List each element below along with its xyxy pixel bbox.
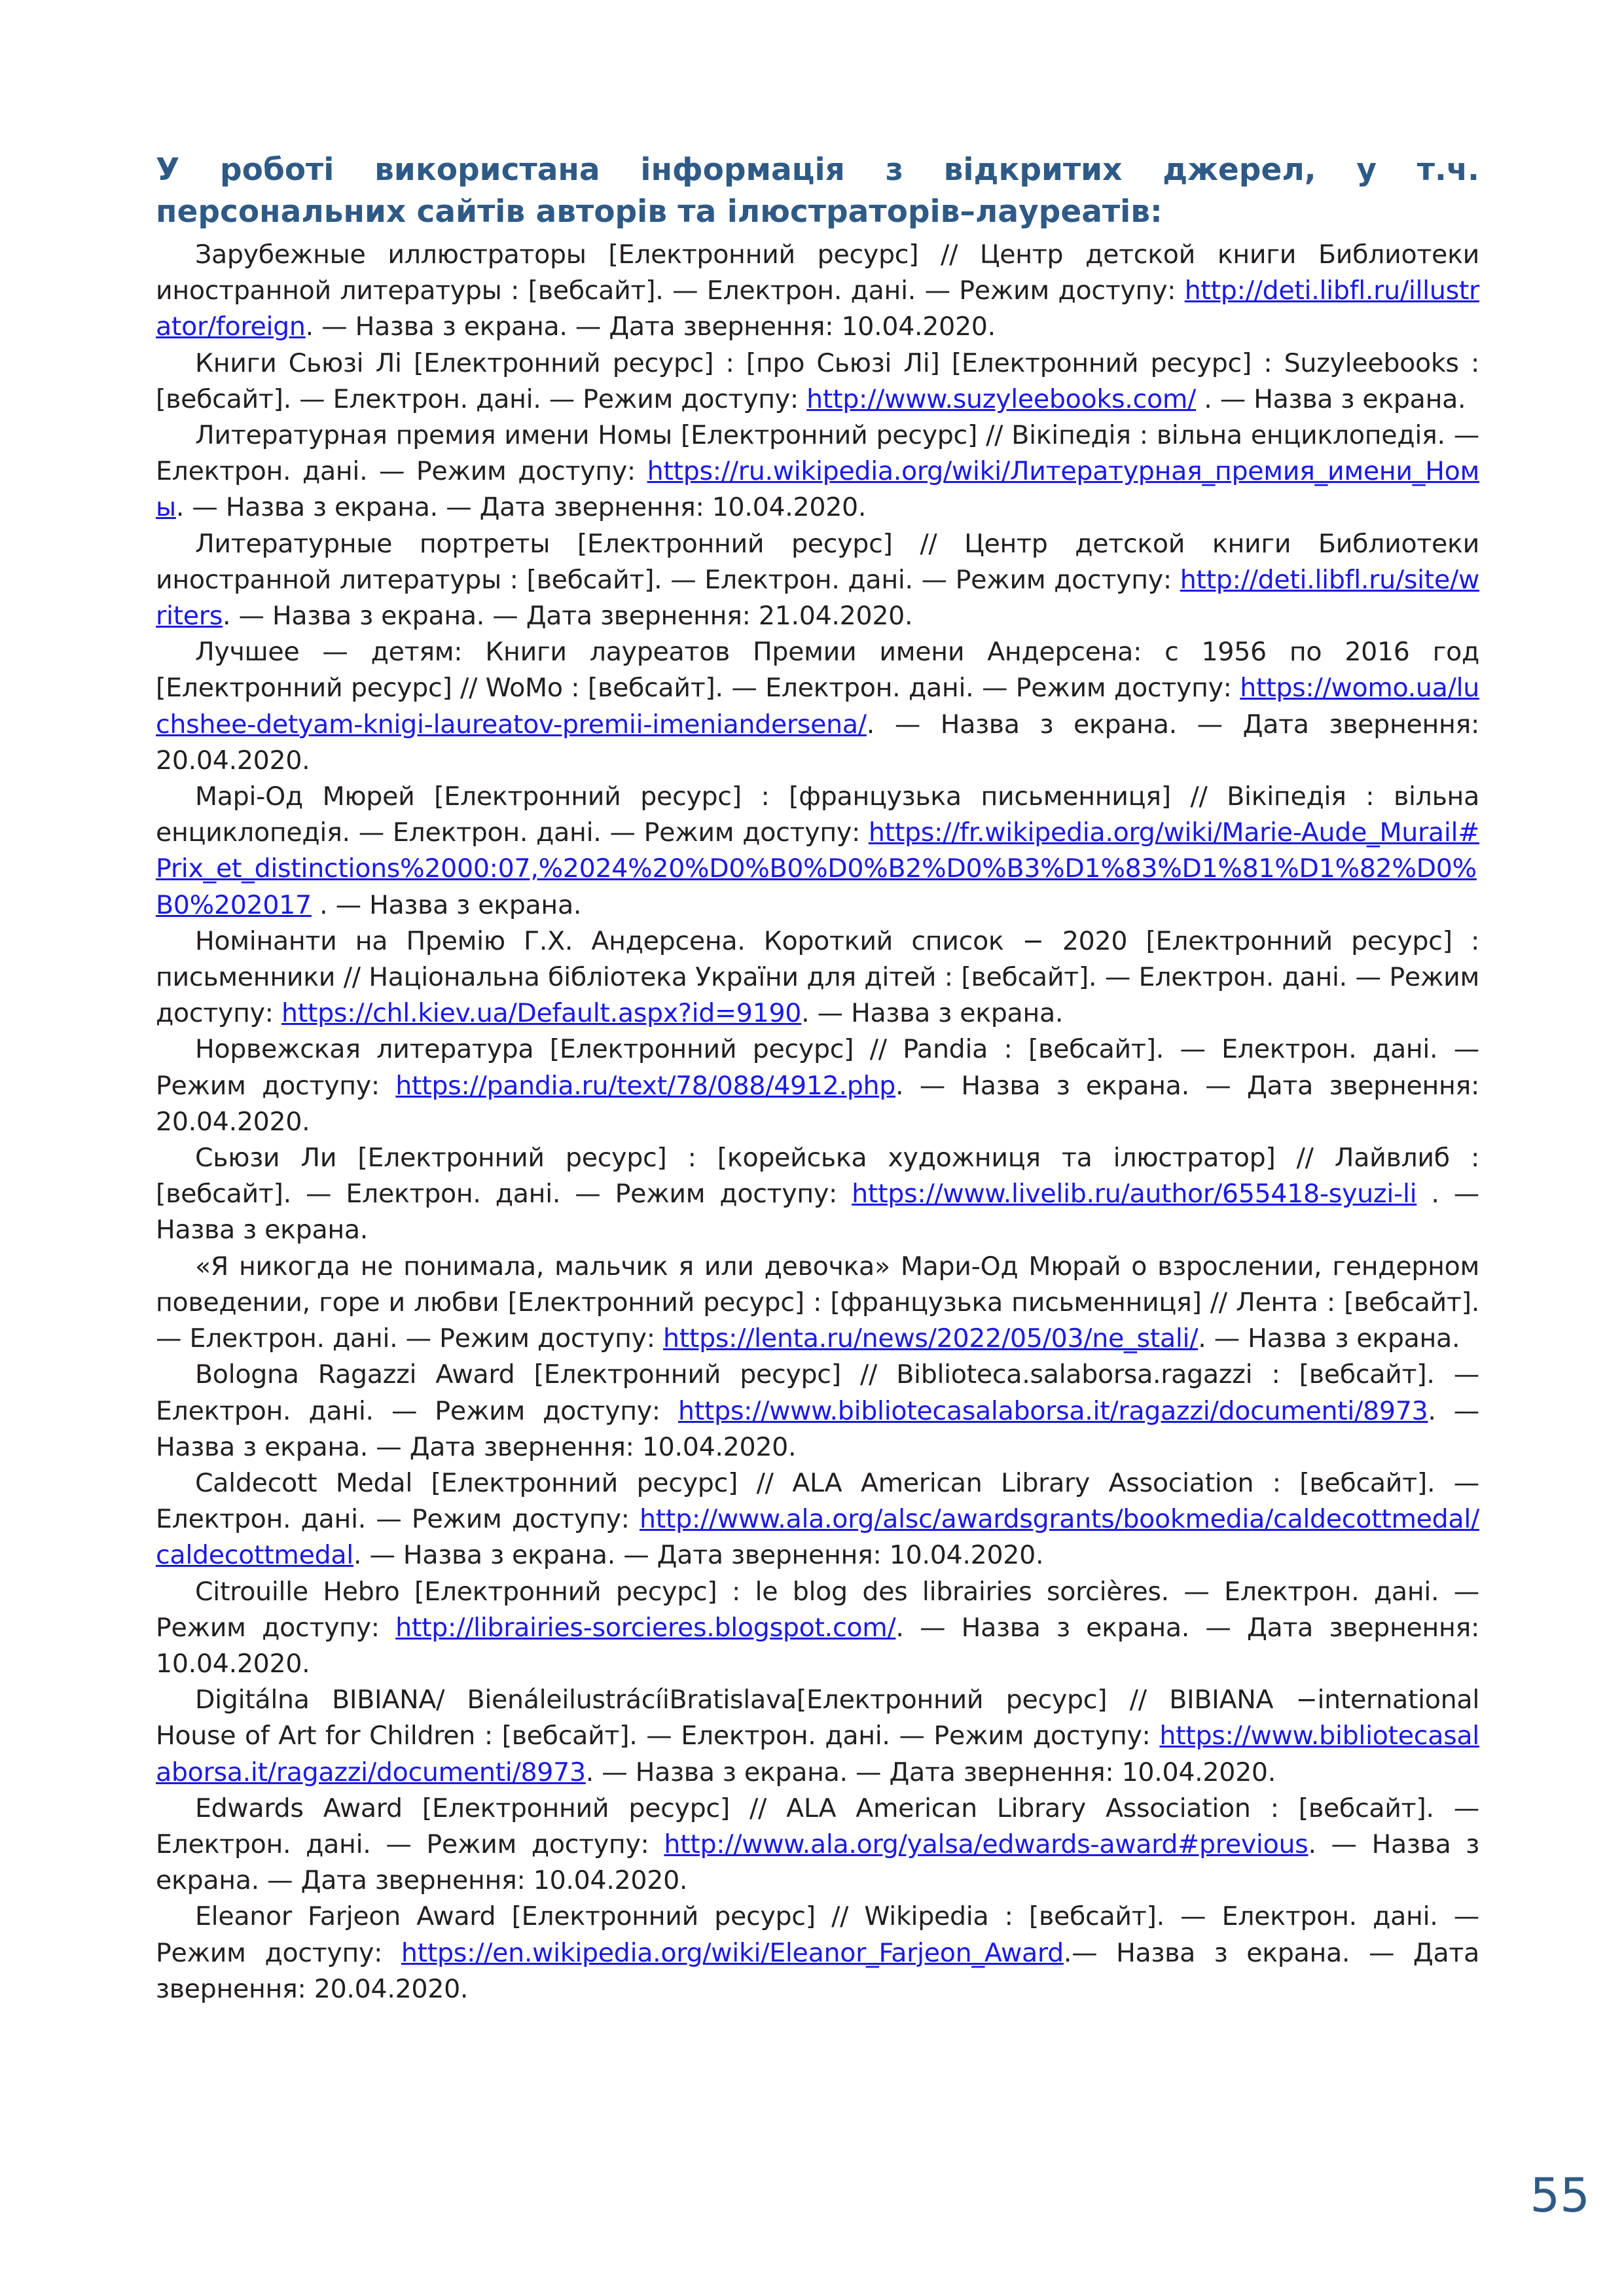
reference-link[interactable]: http://www.ala.org/yalsa/edwards-award#previous <box>664 1829 1308 1859</box>
reference-link[interactable]: https://www.bibliotecasalaborsa.it/ragazzi/documenti/8973 <box>156 1721 1479 1787</box>
reference-text: Номінанти на Премію Г.Х. Андерсена. Короткий список − 2020 [Електронний ресурс] : письменники // Національна бібліотека України для дітей : [вебсайт]. — Електрон. дані. — Режим доступу: <box>156 925 1479 1029</box>
reference-link[interactable]: http://www.ala.org/alsc/awardsgrants/bookmedia/caldecottmedal/caldecottmedal <box>156 1504 1479 1571</box>
reference-text: Литературная премия имени Номы [Електронний ресурс] // Вікіпедія : вільна енциклопедія. — Електрон. дані. — Режим доступу: <box>156 420 1479 487</box>
reference-link[interactable]: https://www.bibliotecasalaborsa.it/ragazzi/documenti/8973 <box>677 1395 1428 1426</box>
reference-entry <box>156 1465 1479 1574</box>
reference-link[interactable]: https://en.wikipedia.org/wiki/Eleanor_Farjeon_Award <box>401 1937 1064 1968</box>
reference-text-end: .— Назва з екрана. — Дата звернення: 20.04.2020. <box>156 1937 1479 2004</box>
reference-link[interactable]: https://chl.kiev.ua/Default.aspx?id=9190 <box>281 998 802 1029</box>
reference-text-end: . — Назва з екрана. — Дата звернення: 21.04.2020. <box>223 601 913 632</box>
reference-link[interactable]: https://lenta.ru/news/2022/05/03/ne_stali/ <box>662 1323 1199 1354</box>
reference-text-end: . — Назва з екрана. — Дата звернення: 10.04.2020. <box>585 1757 1276 1787</box>
reference-text-end: . — Назва з екрана. — Дата звернення: 10.04.2020. <box>353 1540 1044 1571</box>
reference-text: Норвежская литература [Електронний ресурс] // Pandia : [вебсайт]. — Електрон. дані. — Режим доступу: <box>156 1034 1479 1101</box>
reference-entry <box>156 1357 1479 1465</box>
reference-entry <box>156 1249 1479 1357</box>
reference-link[interactable]: http://deti.libfl.ru/site/writers <box>156 564 1479 632</box>
reference-text-end: . — Назва з екрана. <box>156 1179 1479 1246</box>
reference-text: Книги Сьюзі Лі [Електронний ресурс] : [про Сьюзі Лі] [Електронний ресурс] : Suzyleebooks : [вебсайт]. — Електрон. дані. — Режим доступу: <box>156 348 1479 414</box>
reference-entry <box>156 346 1479 418</box>
reference-entry <box>156 1791 1479 1899</box>
reference-entry <box>156 924 1479 1032</box>
reference-text-end: . — Назва з екрана. <box>1198 1323 1460 1354</box>
reference-entry <box>156 526 1479 635</box>
reference-text: Bologna Ragazzi Award [Електронний ресурс] // Biblioteca.salaborsa.ragazzi : [вебсайт]. — Електрон. дані. — Режим доступу: <box>156 1359 1479 1426</box>
reference-text: Caldecott Medal [Електронний ресурс] // ALA American Library Association : [вебсайт]. — Електрон. дані. — Режим доступу: <box>156 1467 1479 1535</box>
reference-text-end: . — Назва з екрана. — Дата звернення: 10.04.2020. <box>305 312 996 342</box>
reference-entry <box>156 418 1479 526</box>
reference-text: Сьюзи Ли [Електронний ресурс] : [корейська художниця та ілюстратор] // Лайвлиб : [вебсайт]. — Електрон. дані. — Режим доступу: <box>156 1143 1479 1210</box>
reference-text: Лучшее — детям: Книги лауреатов Премии имени Андерсена: с 1956 по 2016 год [Електронний ресурс] // WoMo : [вебсайт]. — Електрон. дані. — Режим доступу: <box>156 637 1479 704</box>
reference-text: Digitálna BIBIANA/ BienáleilustrácíiBratislava[Електронний ресурс] // BIBIANA −international House of Art for Children : [вебсайт]. — Електрон. дані. — Режим доступу: <box>156 1685 1479 1751</box>
reference-entry <box>156 1899 1479 2007</box>
reference-link[interactable]: https://www.livelib.ru/author/655418-syuzi-li <box>852 1179 1417 1210</box>
reference-link[interactable]: https://fr.wikipedia.org/wiki/Marie-Aude_Murail#Prix_et_distinctions%2000:07,%2024%20%D0%B0%D0%B2%D0%B3%D1%83%D1%81%D1%82%D0%B0%202017 <box>156 817 1479 920</box>
reference-link[interactable]: https://ru.wikipedia.org/wiki/Литературная_премия_имени_Номы <box>156 456 1479 523</box>
reference-link[interactable]: http://www.suzyleebooks.com/ <box>806 384 1196 414</box>
reference-link[interactable]: http://deti.libfl.ru/illustrator/foreign <box>156 276 1479 342</box>
reference-text-end: . — Назва з екрана. — Дата звернення: 10.04.2020. <box>175 492 867 523</box>
reference-text-end: . — Назва з екрана. <box>311 889 582 920</box>
section-heading: У роботі використана інформація з відкритих джерел, у т.ч. персональних сайтів авторів та ілюстраторів–лауреатів: <box>156 152 1479 230</box>
reference-list <box>156 237 1479 2007</box>
reference-entry <box>156 237 1479 346</box>
reference-text: «Я никогда не понимала, мальчик я или девочка» Мари-Од Мюрай о взрослении, гендерном поведении, горе и любви [Електронний ресурс] : [французька письменниця] // Лента : [вебсайт]. — Електрон. дані. — Режим доступу: <box>156 1251 1479 1354</box>
reference-entry <box>156 1682 1479 1791</box>
reference-text-end: . — Назва з екрана. <box>801 998 1064 1029</box>
reference-text-end: . — Назва з екрана. — Дата звернення: 20.04.2020. <box>156 1070 1479 1137</box>
reference-entry <box>156 1031 1479 1140</box>
reference-text: Edwards Award [Електронний ресурс] // ALA American Library Association : [вебсайт]. — Електрон. дані. — Режим доступу: <box>156 1793 1479 1859</box>
reference-link[interactable]: https://womo.ua/luchshee-detyam-knigi-laureatov-premii-imeniandersena/ <box>156 673 1479 740</box>
reference-text-end: . — Назва з екрана. — Дата звернення: 10.04.2020. <box>156 1395 1479 1462</box>
reference-entry <box>156 1140 1479 1249</box>
reference-text-end: . — Назва з екрана. <box>1196 384 1466 414</box>
page-number: 55 <box>1530 2168 1590 2223</box>
reference-link[interactable]: http://librairies-sorcieres.blogspot.com/ <box>395 1612 896 1643</box>
reference-text-end: . — Назва з екрана. — Дата звернення: 10.04.2020. <box>156 1829 1480 1896</box>
reference-link[interactable]: https://pandia.ru/text/78/088/4912.php <box>395 1070 895 1101</box>
reference-entry <box>156 634 1479 779</box>
reference-text-end: . — Назва з екрана. — Дата звернення: 10.04.2020. <box>156 1612 1479 1679</box>
reference-text: Eleanor Farjeon Award [Електронний ресурс] // Wikipedia : [вебсайт]. — Електрон. дані. — Режим доступу: <box>156 1901 1479 1968</box>
reference-text: Зарубежные иллюстраторы [Електронний ресурс] // Центр детской книги Библиотеки иностранной литературы : [вебсайт]. — Електрон. дані. — Режим доступу: <box>156 240 1479 306</box>
reference-entry <box>156 1574 1479 1683</box>
reference-text: Марі-Од Мюрей [Електронний ресурс] : [французька письменниця] // Вікіпедія : вільна енциклопедія. — Електрон. дані. — Режим доступу: <box>156 781 1479 848</box>
reference-text-end: . — Назва з екрана. — Дата звернення: 20.04.2020. <box>156 709 1479 776</box>
reference-text: Литературные портреты [Електронний ресурс] // Центр детской книги Библиотеки иностранной литературы : [вебсайт]. — Електрон. дані. — Режим доступу: <box>156 528 1479 595</box>
reference-text: Citrouille Hebro [Електронний ресурс] : le blog des librairies sorcières. — Електрон. дані. — Режим доступу: <box>156 1576 1479 1643</box>
reference-entry <box>156 779 1479 924</box>
